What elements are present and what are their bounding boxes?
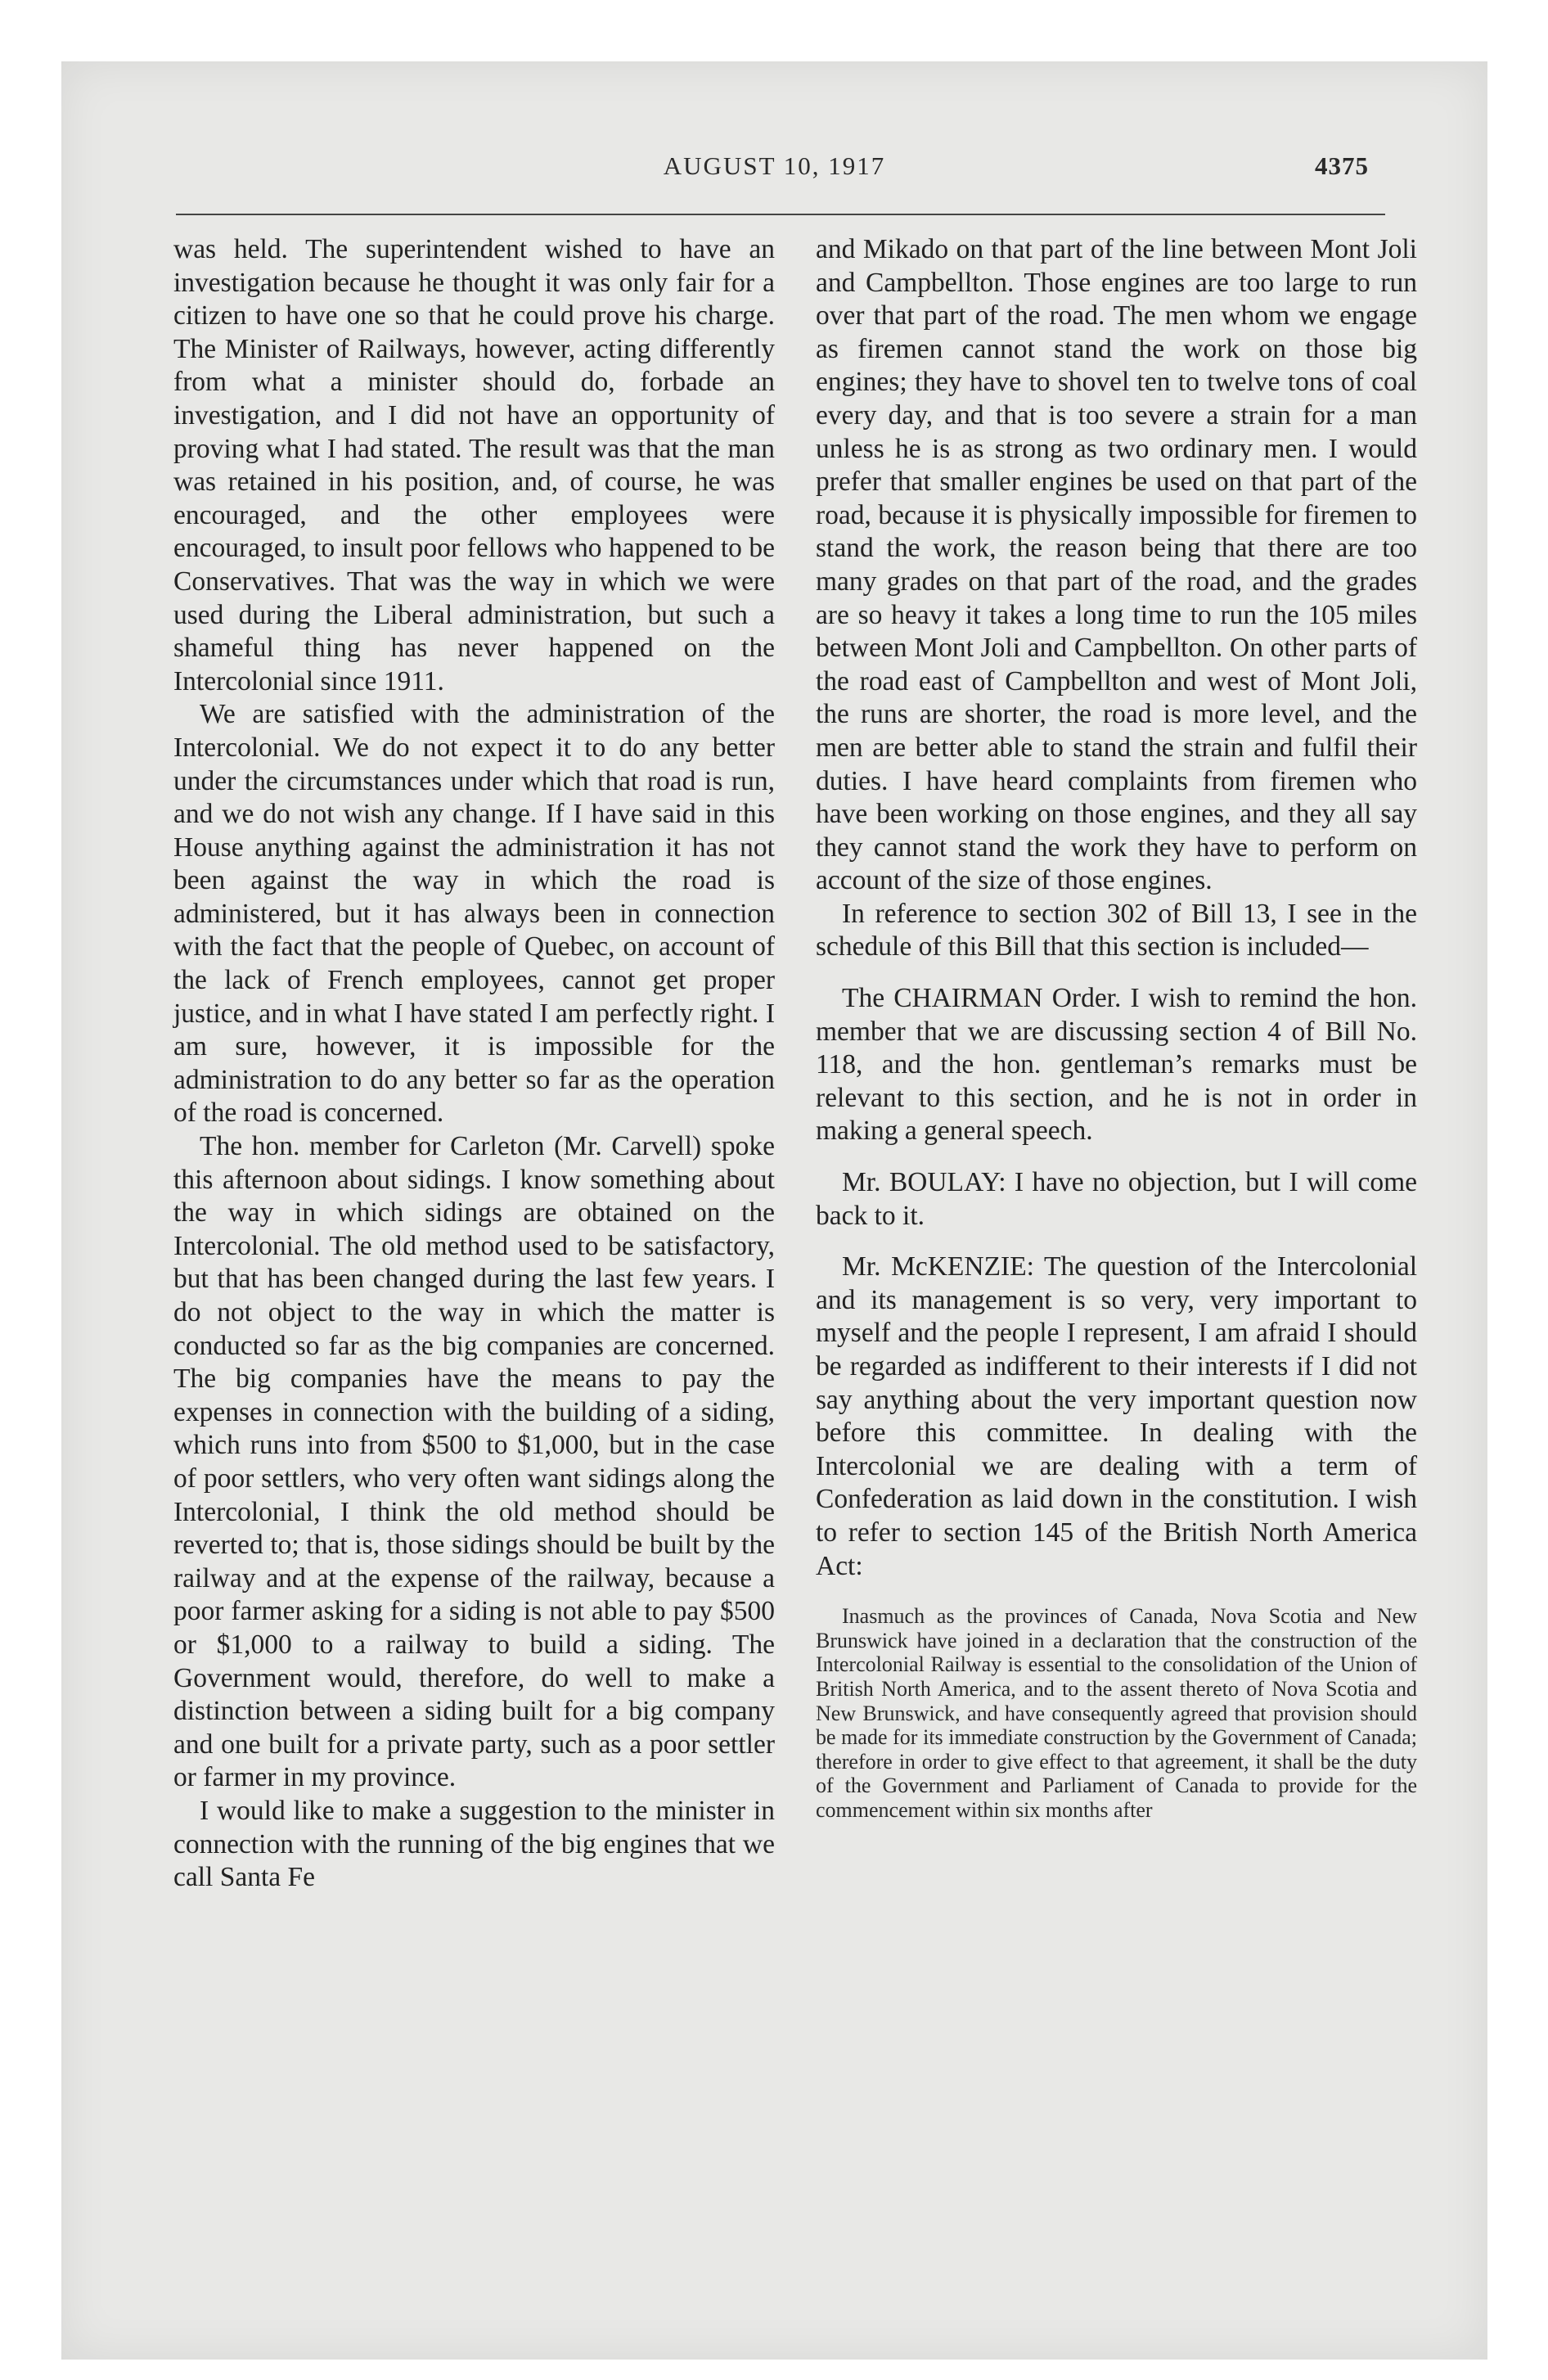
mckenzie-remark: Mr. McKENZIE: The question of the Intercolonial and its management is so very, very important to myself and the people I represent, I am afraid I should be regarded as indifferent to their interests if I did not say anything about the very important question now before this committee. In dealing with the Intercolonial we are dealing with a term of Confederation as laid down in the constitution. I wish to refer to section 145 of the British North America Act: (816, 1251, 1417, 1581)
paragraph: was held. The superintendent wished to have an investigation because he thought it was only fair for a citizen to have one so that he could prove his charge. The Minister of Railways, however, acting differently from what a minister should do, forbade an investigation, and I did not have an opportunity of proving what I had stated. The result was that the man was retained in his position, and, of course, he was encouraged, and the other employees were encouraged, to insult poor fellows who happened to be Conservatives. That was the way in which we were used during the Liberal administration, but such a shameful thing has never happened on the Intercolonial since 1911. (173, 234, 775, 696)
header-rule (176, 214, 1385, 215)
scanned-page (61, 61, 1487, 2360)
left-column (173, 233, 775, 1895)
paragraph: I would like to make a suggestion to the minister in connection with the running of the big engines that we call Santa Fe (173, 1795, 775, 1893)
paragraph: and Mikado on that part of the line between Mont Joli and Campbellton. Those engines are too large to run over that part of the road. The men whom we engage as firemen cannot stand the work on those big engines; they have to shovel ten to twelve tons of coal every day, and that is too severe a strain for a man unless he is as strong as two ordinary men. I would prefer that smaller engines be used on that part of the road, because it is physically impossible for firemen to stand the work, the reason being that there are too many grades on that part of the road, and the grades are so heavy it takes a long time to run the 105 miles between Mont Joli and Campbellton. On other parts of the road east of Campbellton and west of Mont Joli, the runs are shorter, the road is more level, and the men are better able to stand the strain and fulfil their duties. I have heard complaints from firemen who have been working on those engines, and they all say they cannot stand the work they have to perform on account of the size of those engines. (816, 234, 1417, 896)
boulay-remark: Mr. BOULAY: I have no objection, but I will come back to it. (816, 1167, 1417, 1231)
paragraph: In reference to section 302 of Bill 13, I see in the schedule of this Bill that this section is included— (816, 898, 1417, 962)
page-header (61, 151, 1487, 201)
block-quote: Inasmuch as the provinces of Canada, Nova Scotia and New Brunswick have joined in a declaration that the construction of the Intercolonial Railway is essential to the consolidation of the Union of British North America, and to the assent thereto of Nova Scotia and New Brunswick, and have consequently agreed that provision should be made for its immediate construction by the Government of Canada; therefore in order to give effect to that agreement, it shall be the duty of the Government and Parliament of Canada to provide for the commencement within six months after (816, 1604, 1417, 1822)
paragraph: The hon. member for Carleton (Mr. Carvell) spoke this afternoon about sidings. I know something about the way in which sidings are obtained on the Intercolonial. The old method used to be satisfactory, but that has been changed during the last few years. I do not object to the way in which the matter is conducted so far as the big companies are concerned. The big companies have the means to pay the expenses in connection with the building of a siding, which runs into from $500 to $1,000, but in the case of poor settlers, who very often want sidings along the Intercolonial, I think the old method should be reverted to; that is, those sidings should be built by the railway and at the expense of the railway, because a poor farmer asking for a siding is not able to pay $500 or $1,000 to a railway to build a siding. The Government would, therefore, do well to make a distinction between a siding built for a big company and one built for a private party, such as a poor settler or farmer in my province. (173, 1131, 775, 1793)
page-date: AUGUST 10, 1917 (663, 151, 886, 180)
paragraph: We are satisfied with the administration of the Intercolonial. We do not expect it to do any better under the circumstances under which that road is run, and we do not wish any change. If I have said in this House anything against the administration it has not been against the way in which the road is administered, but it has always been in connection with the fact that the people of Quebec, on account of the lack of French employees, cannot get proper justice, and in what I have stated I am perfectly right. I am sure, however, it is impossible for the administration to do any better so far as the operation of the road is concerned. (173, 699, 775, 1129)
page-number: 4375 (1315, 151, 1369, 180)
right-column (816, 233, 1417, 1823)
chairman-remark: The CHAIRMAN Order. I wish to remind the hon. member that we are discussing section 4 of Bill No. 118, and the hon. gentleman’s remarks must be relevant to this section, and he is not in order in making a general speech. (816, 983, 1417, 1147)
